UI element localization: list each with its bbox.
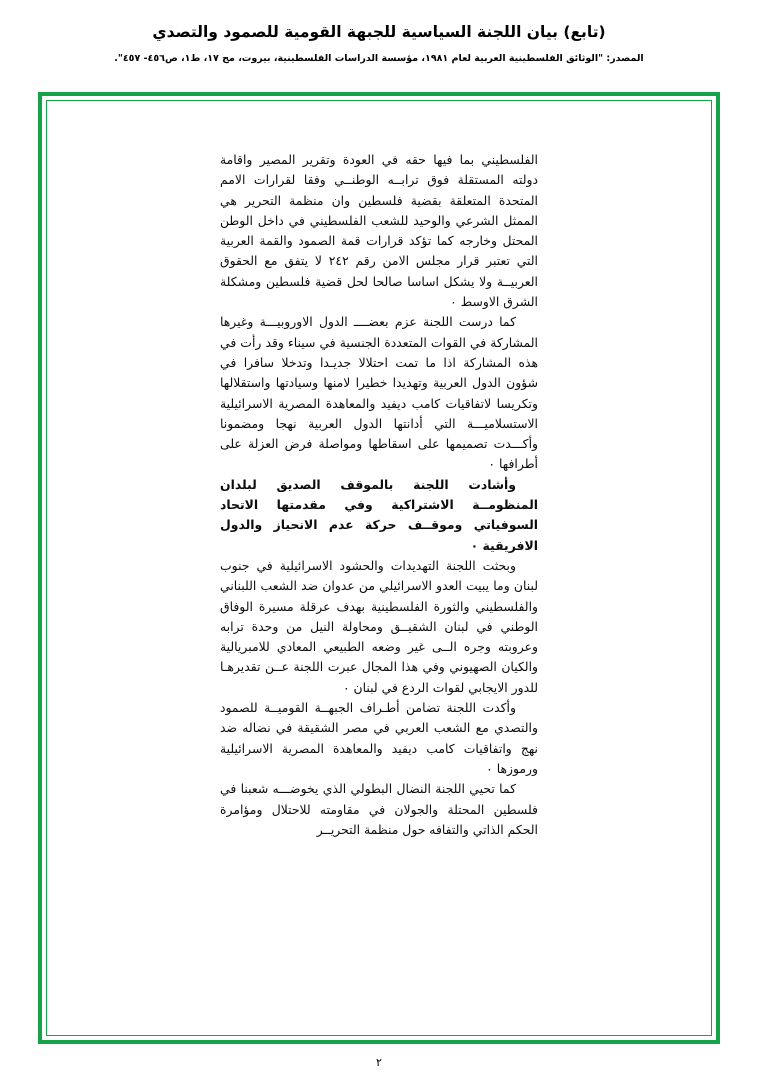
text-column: [220, 150, 538, 840]
paragraph: كما تحيي اللجنة النضال البطولي الذي يخوضـــه شعبنا في فلسطين المحتلة والجولان في مقاومته للاحتلال ومؤامرة الحكم الذاتي والتفافه حول منظمة التحريــر: [220, 781, 538, 837]
paragraph: وبحثت اللجنة التهديدات والحشود الاسرائيلية في جنوب لبنان وما يبيت العدو الاسرائيلي من عدوان ضد الشعب اللبناني والفلسطيني والثورة الفلسطينية بهدف عرقلة مسيرة الوفاق الوطني في لبنان الشقيــق ومحاولة النيل من وحدة ترابه وعروبته وجره الــى غير وضعه الطبيعي المعادي للامبريالية والكيان الصهيوني وفي هذا المجال عبرت اللجنة عــن تقديرهـا للدور الايجابي لقوات الردع في لبنان ٠: [220, 557, 538, 695]
paragraph: كما درست اللجنة عزم بعضــــ الدول الاوروبيـــة وغيرها المشاركة في القوات المتعددة الجنسية في سيناء وقد رأت في هذه المشاركة اذا ما تمت احتلالا جديـدا وتدخلا سافرا في شؤون الدول العربية وتهديدا خطيرا لامنها وسيادتها واستقلالها وتكريسا لاتفاقيات كامب ديفيد والمعاهدة المصرية الاسرائيلية الاستسلاميـــة التي أدانتها الدول العربية نهجا ومضمونا وأكـــدت تصميمها على اسقاطها ومواصلة فرض العزلة على أطرافها ٠: [220, 314, 538, 472]
paragraph: وأكدت اللجنة تضامن أطـراف الجبهــة القوميــة للصمود والتصدي مع الشعب العربي في مصر الشقيقة في نضاله ضد نهج واتفاقيات كامب ديفيد والمعاهدة المصرية الاسرائيلية ورموزها ٠: [220, 700, 538, 776]
paragraph: وأشادت اللجنة بالموقف الصديق لبلدان المنظومــة الاشتراكية وفي مقدمتها الاتحاد السوفياتي وموقــف حركة عدم الانحياز والدول الافريقية ٠: [220, 476, 538, 553]
paragraph: الفلسطيني بما فيها حقه في العودة وتقرير المصير واقامة دولته المستقلة فوق ترابــه الوطنــي وفقا لقرارات الامم المتحدة المتعلقة بقضية فلسطين وان منظمة التحرير هي الممثل الشرعي والوحيد للشعب الفلسطيني في داخل الوطن المحتل وخارجه كما تؤكد قرارات قمة الصمود والقمة العربية التي تعتبر قرار مجلس الامن رقم ٢٤٢ لا يتفق مع الحقوق العربيــة ولا يشكل اساسا صالحا لحل قضية فلسطين ومشكلة الشرق الاوسط ٠: [220, 152, 539, 310]
source-citation: المصدر: "الوثائق الفلسطينية العربية لعام ١٩٨١، مؤسسة الدراسات الفلسطينية، بيروت، مج ١٧، ط١، ص٤٥٦- ٤٥٧".: [114, 52, 644, 64]
page-title: (تابع) بيان اللجنة السياسية للجبهة القومية للصمود والتصدي: [152, 23, 606, 41]
document-header: [0, 22, 758, 64]
page-number: ٢: [376, 1056, 382, 1069]
body-text-column: [0, 150, 758, 840]
